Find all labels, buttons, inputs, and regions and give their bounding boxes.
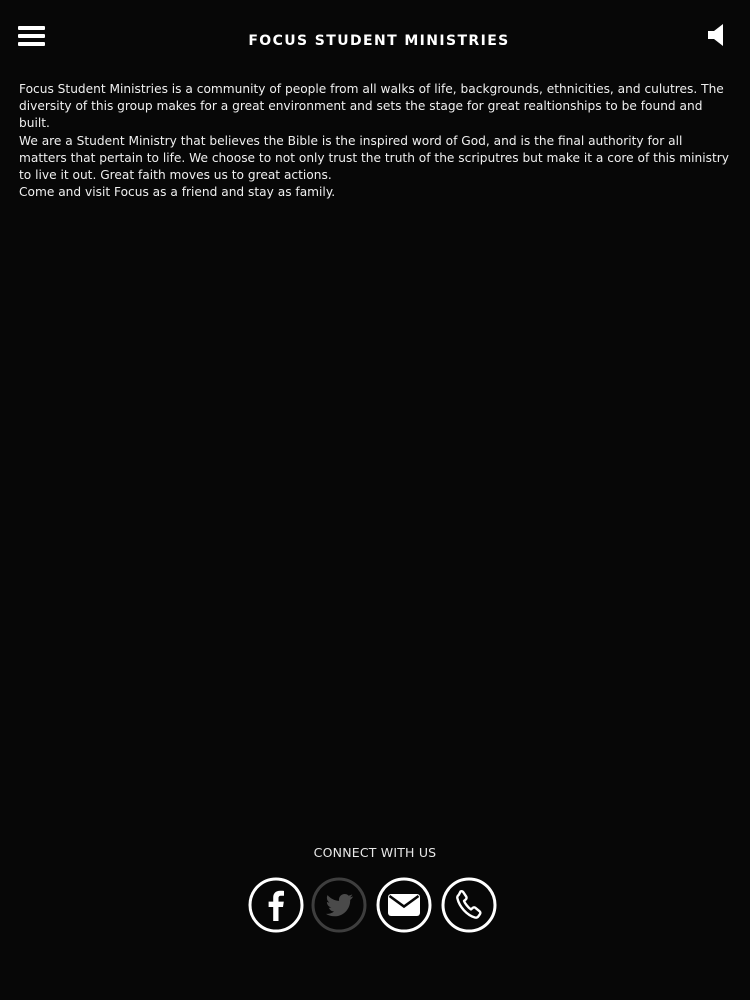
about-paragraph-2: We are a Student Ministry that believes the Bible is the inspired word of God, and is the final authority for all matters that pertain to life. We choose to not only trust the truth of the scriputres but make it a core of this ministry to live it out. Great faith moves us to great actions. <box>19 133 729 183</box>
connect-label: CONNECT WITH US <box>313 845 437 860</box>
phone-icon[interactable] <box>441 877 497 933</box>
facebook-icon[interactable] <box>248 877 304 933</box>
twitter-icon[interactable] <box>311 877 367 933</box>
about-paragraph-3: Come and visit Focus as a friend and stay as family. <box>19 185 336 200</box>
about-paragraph-1: Focus Student Ministries is a community of people from all walks of life, backgrounds, ethnicities, and culutres. The diversity of this group makes for a great environment and sets the stage for great realtionships to be found and built. <box>19 82 724 131</box>
speaker-icon[interactable] <box>706 22 728 48</box>
social-links <box>248 877 500 933</box>
header-bar <box>0 0 750 80</box>
about-text <box>19 81 731 201</box>
email-icon[interactable] <box>376 877 432 933</box>
page-title: FOCUS STUDENT MINISTRIES <box>248 33 510 49</box>
